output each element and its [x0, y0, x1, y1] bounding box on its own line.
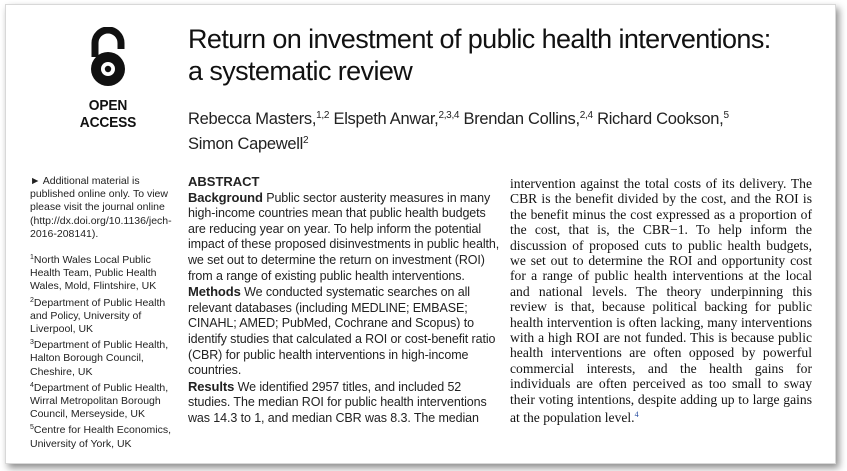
affiliation: $^5$Centre for Health Economics, University of York, UK	[30, 424, 172, 450]
affiliation: $^3$Department of Public Health, Halton Borough Council, Cheshire, UK	[30, 339, 169, 378]
body-paragraph: intervention against the total costs of its delivery. The CBR is the benefit divided by the cost, and the ROI is the benefit minus the cost expressed as a proportion of the cost, that is, the CBR−1. To help inform the discussion of proposed cuts to public health budgets, we set out to determine the ROI and opportunity cost for a range of public health interventions at the local and national levels. The theory underpinning this review is that, because political backing for public health intervention is often lacking, many interventions with a high ROI are not funded. This is because public health interventions are often opposed by powerful commercial interests, and the health gains for individuals are often perceived as too small to sway their voting intentions, despite adding up to large gains at the population level.	[510, 176, 812, 426]
reference-link[interactable]: 4	[634, 410, 639, 420]
article-page	[5, 4, 836, 464]
title-line-2: a systematic review	[188, 56, 413, 86]
sidebar-notes	[30, 175, 180, 451]
author: Richard Cookson,$^5$	[597, 110, 729, 128]
abstract-background: Background Public sector austerity measures in many high-income countries mean that public health budgets are reducing year on year. To help inform the potential impact of these proposed disinvestments in public health, we set out to determine the return on investment (ROI) from a range of existing public health interventions.	[188, 189, 500, 283]
affiliation: $^1$North Wales Local Public Health Team, Public Health Wales, Mold, Flintshire, UK	[30, 254, 157, 293]
author-list	[188, 105, 828, 155]
abstract-heading: ABSTRACT	[188, 174, 260, 189]
title-line-1: Return on investment of public health interventions:	[188, 24, 771, 54]
open-access-label: OPEN ACCESS	[79, 97, 137, 131]
author: Rebecca Masters,$^{1,2}$	[188, 110, 330, 128]
affiliation: $^4$Department of Public Health, Wirral Metropolitan Borough Council, Merseyside, UK	[30, 381, 169, 421]
additional-material-note: ► Additional material is published online only. To view please visit the journal online (http://dx.doi.org/10.1136/jech-2016-208141).	[30, 175, 172, 240]
affiliation: $^2$Department of Public Health and Policy, University of Liverpool, UK	[30, 296, 166, 336]
abstract-methods: Methods We conducted systematic searches on all relevant databases (including MEDLINE; EMBASE; CINAHL; AMED; PubMed, Cochrane and Scopus) to identify studies that calculated a ROI or cost-benefit ratio (CBR) for public health interventions in high-income countries.	[188, 284, 496, 378]
author: Elspeth Anwar,$^{2,3,4}$	[333, 110, 460, 128]
body-text-column	[510, 176, 812, 426]
abstract-results: Results We identified 2957 titles, and included 52 studies. The median ROI for public health interventions was 14.3 to 1, and median CBR was 8.3. The median	[188, 378, 487, 425]
author: Simon Capewell$^2$	[188, 135, 309, 153]
abstract-section	[188, 174, 500, 427]
open-access-lock-icon	[85, 27, 131, 89]
open-access-logo	[58, 27, 158, 131]
author: Brendan Collins,$^{2,4}$	[463, 110, 593, 128]
article-title	[188, 23, 828, 87]
